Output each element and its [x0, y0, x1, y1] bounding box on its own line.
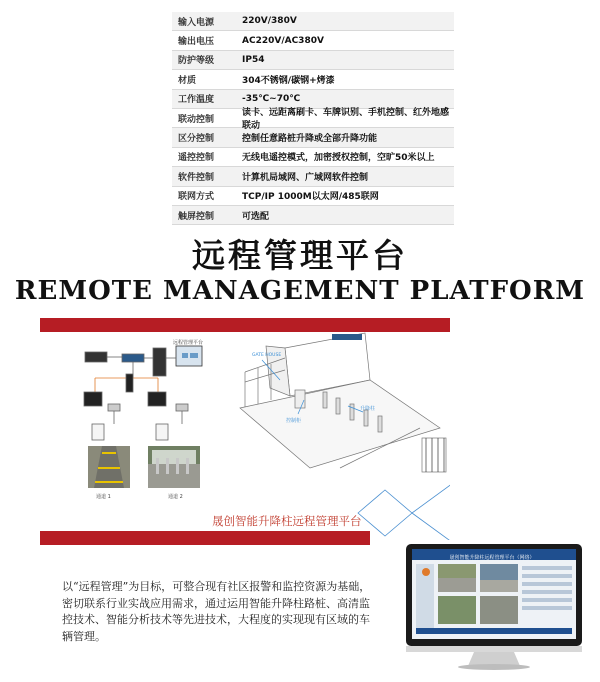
spec-row: [172, 31, 454, 50]
server-icon: [85, 352, 107, 362]
spec-table: [172, 12, 454, 225]
gate-house-sign: [332, 334, 362, 340]
spec-row: [172, 187, 454, 206]
desktop-monitor: [402, 542, 586, 672]
spec-value: 控制任意路桩升降或全部升降功能: [242, 134, 378, 145]
spec-row: [172, 51, 454, 70]
spec-key: 区分控制: [178, 134, 215, 145]
spec-row: [172, 128, 454, 147]
platform-label: 远程管理平台: [173, 340, 204, 346]
spec-key: 触屏控制: [178, 211, 215, 222]
monitor-screen-title: 晟创智能升降柱远程管理平台（网络）: [449, 555, 535, 561]
spec-row: [172, 12, 454, 31]
control-label: 控制柜: [286, 418, 302, 424]
network-diagram: [40, 318, 450, 540]
spec-value: -35℃~70℃: [242, 93, 301, 104]
spec-value: 无线电遥控模式，加密授权控制，空旷50米以上: [242, 153, 435, 164]
switch-icon: [122, 354, 144, 362]
spec-value: TCP/IP 1000M以太网/485联网: [242, 192, 379, 203]
camera-icon-1: [108, 404, 120, 411]
spec-value: 计算机局域网、广域网软件控制: [242, 172, 369, 183]
spec-row: [172, 108, 454, 132]
spec-key: 工作温度: [178, 95, 215, 106]
spec-row: [172, 206, 454, 225]
spec-value: AC220V/AC380V: [242, 35, 324, 46]
spec-row: [172, 70, 454, 89]
gate-label: GATE HOUSE: [252, 353, 282, 358]
panel-caption: 晟创智能升降柱远程管理平台: [212, 514, 362, 528]
camera-icon-2: [176, 404, 188, 411]
spec-key: 软件控制: [178, 172, 215, 183]
spec-row: [172, 148, 454, 167]
network-schematic: [84, 346, 202, 440]
spec-row: [172, 167, 454, 186]
spec-value: 读卡、远距离刷卡、车牌识别、手机控制、红外地感联动: [242, 108, 450, 132]
decor-triangles: [358, 478, 450, 540]
reader-icon-1: [92, 424, 104, 440]
spec-value: 304不锈钢/碳钢+烤漆: [242, 75, 335, 86]
description-paragraph: 以“远程管理”为目标，可整合现有社区报警和监控资源为基础，密切联系行业实战应用需求，通过运用智能升降柱路桩、高清监控技术、智能分析技术等先进技术，大程度的实现现有区域的车辆管理。: [62, 580, 371, 643]
reader-icon-2: [156, 424, 168, 440]
controller-icon: [126, 374, 133, 392]
spec-value: IP54: [242, 54, 265, 65]
spec-key: 遥控控制: [178, 153, 215, 164]
lane-photo-2: [148, 446, 200, 488]
spec-key: 联动控制: [178, 114, 215, 125]
cabinet-icon-2: [148, 392, 166, 406]
spec-key: 防护等级: [178, 56, 215, 67]
cabinet-icon-1: [84, 392, 102, 406]
lane-2-label: 通道 2: [168, 494, 183, 500]
spec-key: 联网方式: [178, 192, 215, 203]
lane-photo-1: [88, 446, 130, 488]
spec-key: 输入电源: [178, 17, 215, 28]
panel-bottom-bar: [40, 531, 370, 545]
lane-1-label: 通道 1: [96, 494, 111, 500]
spec-value: 可选配: [242, 211, 270, 222]
pc-tower-icon: [153, 348, 166, 376]
spec-key: 材质: [178, 75, 197, 86]
monitor-icon: [176, 346, 202, 366]
bollard-label: 升降柱: [360, 406, 376, 412]
spec-value: 220V/380V: [242, 16, 297, 27]
screen-status-icon: [422, 568, 430, 576]
title-chinese: 远程管理平台: [192, 236, 408, 275]
spec-key: 输出电压: [178, 37, 215, 48]
title-english: REMOTE MANAGEMENT PLATFORM: [14, 276, 586, 306]
